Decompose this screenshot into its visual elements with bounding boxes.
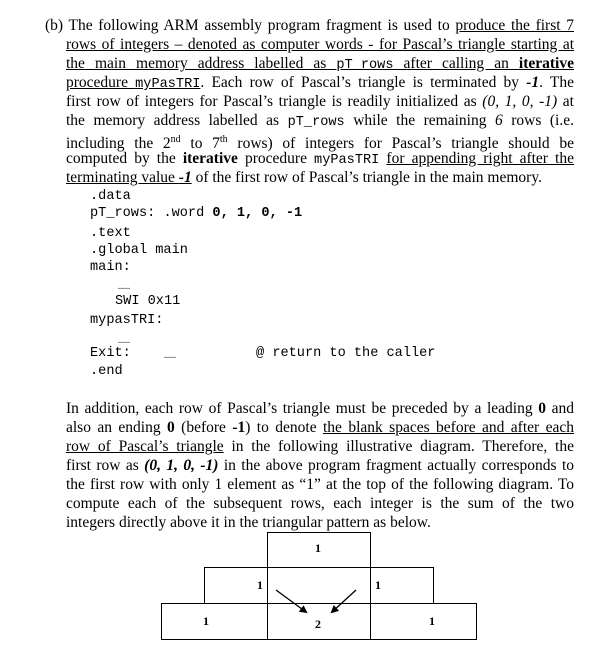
para1-line7: including the 2nd to 7th rows) of integers for Pascal’s triangle should be — [66, 134, 574, 153]
code-exit-label: Exit: — [90, 346, 131, 361]
para2-line5: the first row with only 1 element as “1” at the top of the following diagram. To — [66, 476, 574, 493]
para1-line9: terminating value -1 of the first row of Pascal’s triangle in the main memory. — [66, 169, 542, 186]
para1-line4: procedure myPasTRI. Each row of Pascal’s triangle is terminated by -1. The — [66, 74, 574, 92]
para1-line3: the main memory address labelled as pT_rows after calling an iterative — [66, 55, 574, 73]
para2-line3: row of Pascal’s triangle in the following illustrative diagram. Therefore, the — [66, 438, 574, 455]
arrow-right-icon — [332, 590, 356, 612]
code-global-directive: .global main — [90, 243, 188, 258]
code-ellipsis-2: …… — [118, 336, 131, 347]
code-ellipsis-3: …… — [164, 351, 177, 362]
diagram-value-r3-2: 2 — [315, 617, 321, 631]
para2-line4: first row as (0, 1, 0, -1) in the above program fragment actually corresponds to — [66, 457, 574, 474]
code-ellipsis-1: …… — [118, 282, 131, 293]
para1-line2: rows of integers – denoted as computer words - for Pascal’s triangle starting at — [66, 36, 574, 53]
diagram-value-r1-1: 1 — [315, 541, 321, 555]
code-swi-line: SWI 0x11 — [115, 294, 181, 309]
diagram-value-r2-2: 1 — [375, 578, 381, 592]
arrow-left-icon — [276, 590, 306, 612]
code-comment: @ return to the caller — [256, 346, 436, 361]
code-ptrows-line: pT_rows: .word 0, 1, 0, -1 — [90, 206, 303, 221]
code-mypastri-label: mypasTRI: — [90, 313, 164, 328]
code-end-directive: .end — [90, 364, 123, 379]
para2-line2: also an ending 0 (before -1) to denote the blank spaces before and after each — [66, 419, 574, 436]
para2-line7: integers directly above it in the triangular pattern as below. — [66, 514, 431, 531]
part-label: (b) — [45, 17, 64, 34]
para2-line6: compute each of the subsequent rows, each integer is the sum of the two — [66, 495, 574, 512]
para1-line8: computed by the iterative procedure myPasTRI for appending right after the — [66, 150, 574, 168]
diagram-value-r2-1: 1 — [257, 578, 263, 592]
para1-line5: first row of integers for Pascal’s triangle is readily initialized as (0, 1, 0, -1) at — [66, 93, 574, 110]
para1-line1: (b) The following ARM assembly program fragment is used to produce the first 7 — [45, 17, 574, 34]
para1-line6: the memory address labelled as pT_rows while the remaining 6 rows (i.e. — [66, 112, 574, 130]
code-data-directive: .data — [90, 189, 131, 204]
code-main-label: main: — [90, 260, 131, 275]
diagram-value-r3-3: 1 — [429, 614, 435, 628]
diagram-value-r3-1: 1 — [203, 614, 209, 628]
code-text-directive: .text — [90, 226, 131, 241]
para2-line1: In addition, each row of Pascal’s triangle must be preceded by a leading 0 and — [66, 400, 574, 417]
